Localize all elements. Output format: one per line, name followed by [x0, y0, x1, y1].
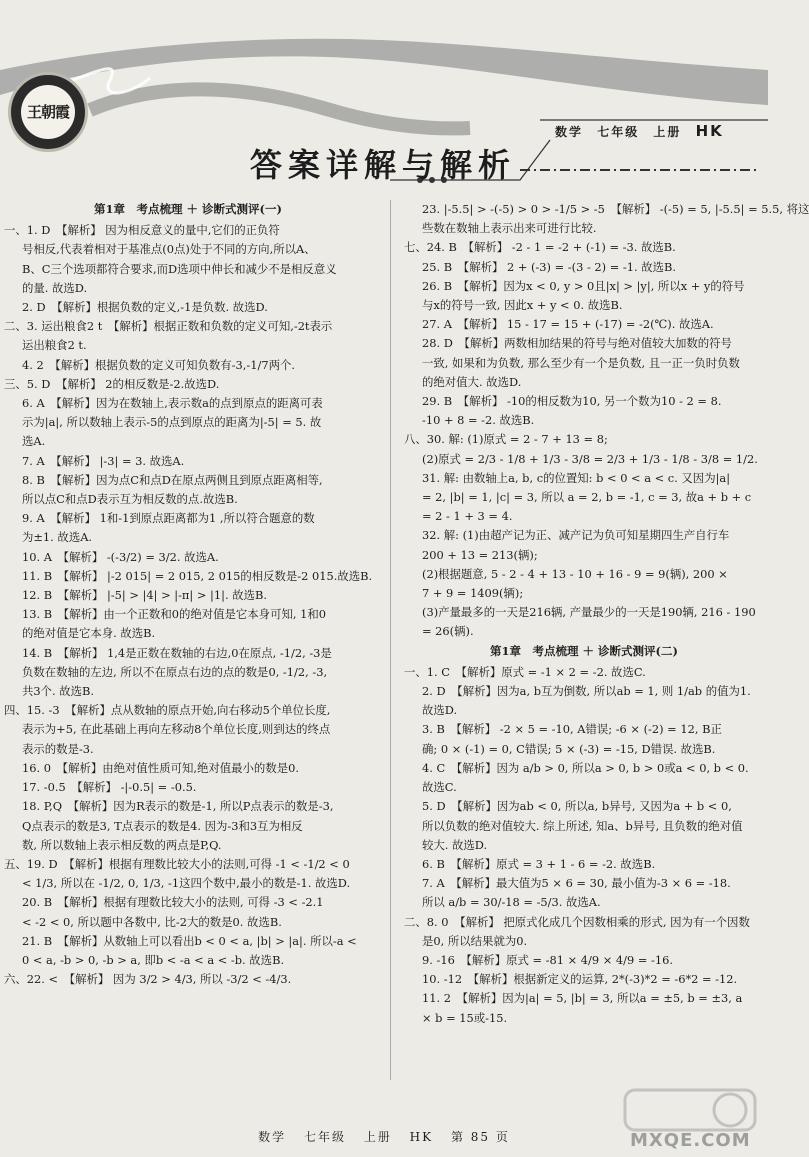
header-subject: 数学	[555, 125, 584, 139]
footer-grade: 七年级	[303, 1130, 346, 1144]
answer-line: 7 + 9 = 1409(辆);	[422, 586, 524, 601]
answer-line: 一、1. C 【解析】原式 = -1 × 2 = -2. 故选C.	[404, 664, 646, 679]
answer-line: 18. P,Q 【解析】因为R表示的数是-1, 所以P点表示的数是-3,	[22, 799, 334, 814]
answer-line: 选A.	[22, 434, 46, 449]
right-answer-list-a	[404, 200, 809, 642]
answer-line: (2)根据题意, 5 - 2 - 4 + 13 - 10 + 16 - 9 = 9(辆), 200 ×	[422, 566, 728, 581]
answer-line: 8. B 【解析】因为点C和点D在原点两侧且到原点距离相等,	[22, 472, 323, 487]
answer-line: 的绝对值是它本身. 故选B.	[22, 626, 156, 641]
right-column	[404, 200, 809, 1028]
answer-line: 所以 a/b = 30/-18 = -5/3. 故选A.	[422, 895, 601, 910]
answer-line: 号相反,代表着相对于基准点(0点)处于不同的方向,所以A、	[22, 242, 316, 257]
answer-line: 四、15. -3 【解析】点从数轴的原点开始,向右移动5个单位长度,	[4, 703, 331, 718]
answer-line: (3)产量最多的一天是216辆, 产量最少的一天是190辆, 216 - 190	[422, 605, 756, 620]
answer-line: 故选D.	[422, 703, 458, 718]
answer-line: 0 < a, -b > 0, -b > a, 即b < -a < a < -b. 故选B.	[22, 952, 285, 967]
answer-line: < 1/3, 所以在 -1/2, 0, 1/3, -1这四个数中,最小的数是-1. 故选D.	[22, 876, 351, 891]
answer-line: 六、22. < 【解析】 因为 3/2 > 4/3, 所以 -3/2 < -4/3.	[4, 972, 292, 987]
answer-line: 4. C 【解析】因为 a/b > 0, 所以a > 0, b > 0或a < 0, b < 0.	[422, 760, 749, 775]
answer-line: 7. A 【解析】最大值为5 × 6 = 30, 最小值为-3 × 6 = -18.	[422, 876, 731, 891]
page-header	[0, 0, 768, 195]
answer-line: 故选C.	[422, 780, 457, 795]
answer-line: 二、3. 运出粮食2 t 【解析】根据正数和负数的定义可知,-2t表示	[4, 319, 333, 334]
answer-line: 5. D 【解析】因为ab < 0, 所以a, b异号, 又因为a + b < 0,	[422, 799, 732, 814]
answer-line: < -2 < 0, 所以题中各数中, 比-2大的数是0. 故选B.	[22, 914, 282, 929]
answer-line: 23. |-5.5| > -(-5) > 0 > -1/5 > -5 【解析】 -(-5) = 5, |-5.5| = 5.5, 将这	[422, 202, 809, 216]
footer-edition: HK	[409, 1130, 434, 1144]
answer-line: 27. A 【解析】 15 - 17 = 15 + (-17) = -2(℃). 故选A.	[422, 317, 714, 332]
answer-line: 31. 解: 由数轴上a, b, c的位置知: b < 0 < a < c. 又因为|a|	[422, 470, 731, 485]
answer-line: 11. 2 【解析】因为|a| = 5, |b| = 3, 所以a = ±5, b = ±3, a	[422, 991, 743, 1006]
answer-line: (2)原式 = 2/3 - 1/8 + 1/3 - 3/8 = 2/3 + 1/3 - 1/8 - 3/8 = 1/2.	[422, 451, 758, 466]
answer-line: 28. D 【解析】两数相加结果的符号与绝对值较大加数的符号	[422, 336, 732, 351]
answer-line: 25. B 【解析】 2 + (-3) = -(3 - 2) = -1. 故选B.	[422, 259, 676, 274]
answer-line: 14. B 【解析】 1,4是正数在数轴的右边,0在原点, -1/2, -3是	[22, 645, 332, 660]
answer-line: 4. 2 【解析】根据负数的定义可知负数有-3,-1/7两个.	[22, 357, 295, 372]
section-title-1: 第1章 考点梳理 ＋ 诊断式测评(一)	[94, 202, 282, 216]
answer-line: 3. B 【解析】 -2 × 5 = -10, A错误; -6 × (-2) = 12, B正	[422, 722, 722, 737]
answer-line: 共3个. 故选B.	[22, 684, 95, 699]
answer-line: 7. A 【解析】 |-3| = 3. 故选A.	[22, 453, 185, 468]
left-column	[4, 200, 372, 989]
answer-line: 29. B 【解析】 -10的相反数为10, 另一个数为10 - 2 = 8.	[422, 394, 722, 409]
answer-line: 所以点C和点D表示互为相反数的点.故选B.	[22, 492, 238, 507]
answer-line: 21. B 【解析】从数轴上可以看出b < 0 < a, |b| > |a|. 所以-a <	[22, 933, 357, 948]
answer-line: 表示为+5, 在此基础上再向左移动8个单位长度,则到达的终点	[22, 722, 331, 737]
answer-line: 表示的数是-3.	[22, 741, 94, 756]
answer-line: 七、24. B 【解析】 -2 - 1 = -2 + (-1) = -3. 故选B.	[404, 240, 676, 255]
answer-line: 二、8. 0 【解析】 把原式化成几个因数相乘的形式, 因为有一个因数	[404, 914, 750, 929]
answer-line: 数, 所以数轴上表示相反数的两点是P,Q.	[22, 837, 222, 852]
answer-line: 一、1. D 【解析】 因为相反意义的量中,它们的正负符	[4, 223, 280, 238]
subject-tag	[555, 122, 732, 140]
answer-line: 些数在数轴上表示出来可进行比较.	[422, 221, 597, 236]
right-answer-list-b	[404, 663, 764, 1028]
header-edition: HK	[695, 122, 724, 140]
page-number: 第 85 页	[450, 1130, 510, 1144]
answer-line: 的绝对值大. 故选D.	[422, 374, 522, 389]
answer-line: 200 + 13 = 213(辆);	[422, 547, 538, 562]
answer-line: 6. B 【解析】原式 = 3 + 1 - 6 = -2. 故选B.	[422, 856, 656, 871]
logo-text: 王朝霞	[26, 103, 69, 121]
footer-subject: 数学	[258, 1130, 287, 1144]
answer-line: 为±1. 故选A.	[22, 530, 93, 545]
answer-line: × b = 15或-15.	[422, 1010, 508, 1025]
answer-line: 一致, 如果和为负数, 那么至少有一个是负数, 且一正一负时负数	[422, 355, 740, 370]
answer-line: 10. -12 【解析】根据新定义的运算, 2*(-3)*2 = -6*2 = -12.	[422, 972, 738, 987]
answer-line: 较大. 故选D.	[422, 837, 488, 852]
answer-line: 9. -16 【解析】原式 = -81 × 4/9 × 4/9 = -16.	[422, 952, 673, 967]
section-title-2: 第1章 考点梳理 ＋ 诊断式测评(二)	[490, 643, 678, 658]
answer-line: 13. B 【解析】由一个正数和0的绝对值是它本身可知, 1和0	[22, 607, 326, 622]
column-divider	[390, 200, 391, 1080]
answer-line: 11. B 【解析】 |-2 015| = 2 015, 2 015的相反数是-2 015.故选B.	[22, 568, 373, 583]
answer-line: Q点表示的数是3, T点表示的数是4. 因为-3和3互为相反	[22, 818, 303, 833]
watermark-text: MXQE.COM	[630, 1130, 751, 1151]
answer-line: 26. B 【解析】因为x < 0, y > 0且|x| > |y|, 所以x + y的符号	[422, 278, 745, 293]
answer-line: 2. D 【解析】根据负数的定义,-1是负数. 故选D.	[22, 300, 268, 315]
brand-logo	[8, 72, 88, 152]
answer-line: 17. -0.5 【解析】 -|-0.5| = -0.5.	[22, 780, 197, 795]
answer-line: 是0, 所以结果就为0.	[422, 933, 528, 948]
answer-line: 16. 0 【解析】由绝对值性质可知,绝对值最小的数是0.	[22, 760, 299, 775]
answer-line: 6. A 【解析】因为在数轴上,表示数a的点到原点的距离可表	[22, 396, 323, 411]
left-answer-list	[4, 221, 372, 989]
answer-line: = 26(辆).	[422, 624, 474, 639]
answer-line: 的量. 故选D.	[22, 280, 88, 295]
header-grade: 七年级	[597, 125, 640, 139]
answer-line: 20. B 【解析】根据有理数比较大小的法则, 可得 -3 < -2.1	[22, 895, 324, 910]
answer-line: 八、30. 解: (1)原式 = 2 - 7 + 13 = 8;	[404, 432, 608, 447]
answer-line: 所以负数的绝对值较大. 综上所述, 知a、b异号, 且负数的绝对值	[422, 818, 743, 833]
answer-line: = 2, |b| = 1, |c| = 3, 所以 a = 2, b = -1, c = 3, 故a + b + c	[422, 490, 752, 505]
answer-line: 与x的符号一致, 因此x + y < 0. 故选B.	[422, 298, 623, 313]
answer-line: 12. B 【解析】 |-5| > |4| > |-π| > |1|. 故选B.	[22, 588, 267, 603]
answer-line: 运出粮食2 t.	[22, 338, 87, 353]
answer-line: 五、19. D 【解析】根据有理数比较大小的法则,可得 -1 < -1/2 < 0	[4, 856, 350, 871]
header-volume: 上册	[653, 125, 682, 139]
answer-line: 32. 解: (1)由超产记为正、减产记为负可知星期四生产自行车	[422, 528, 730, 543]
answer-line: 2. D 【解析】因为a, b互为倒数, 所以ab = 1, 则 1/ab 的值为1.	[422, 684, 751, 699]
answer-line: 10. A 【解析】 -(-3/2) = 3/2. 故选A.	[22, 549, 219, 564]
answer-line: B、C三个选项都符合要求,而D选项中伸长和减少不是相反意义	[22, 261, 337, 276]
answer-line: -10 + 8 = -2. 故选B.	[422, 413, 535, 428]
answer-line: = 2 - 1 + 3 = 4.	[422, 509, 513, 524]
answer-line: 负数在数轴的左边, 所以不在原点右边的点的数是0, -1/2, -3,	[22, 664, 328, 679]
page-title: 答案详解与解析	[250, 146, 517, 184]
answer-line: 三、5. D 【解析】 2的相反数是-2.故选D.	[4, 376, 220, 391]
answer-line: 示为|a|, 所以数轴上表示-5的点到原点的距离为|-5| = 5. 故	[22, 415, 322, 430]
answer-line: 9. A 【解析】 1和-1到原点距离都为1 ,所以符合题意的数	[22, 511, 315, 526]
footer-volume: 上册	[363, 1130, 392, 1144]
answer-line: 确; 0 × (-1) = 0, C错误; 5 × (-3) = -15, D错误. 故选B.	[422, 741, 716, 756]
